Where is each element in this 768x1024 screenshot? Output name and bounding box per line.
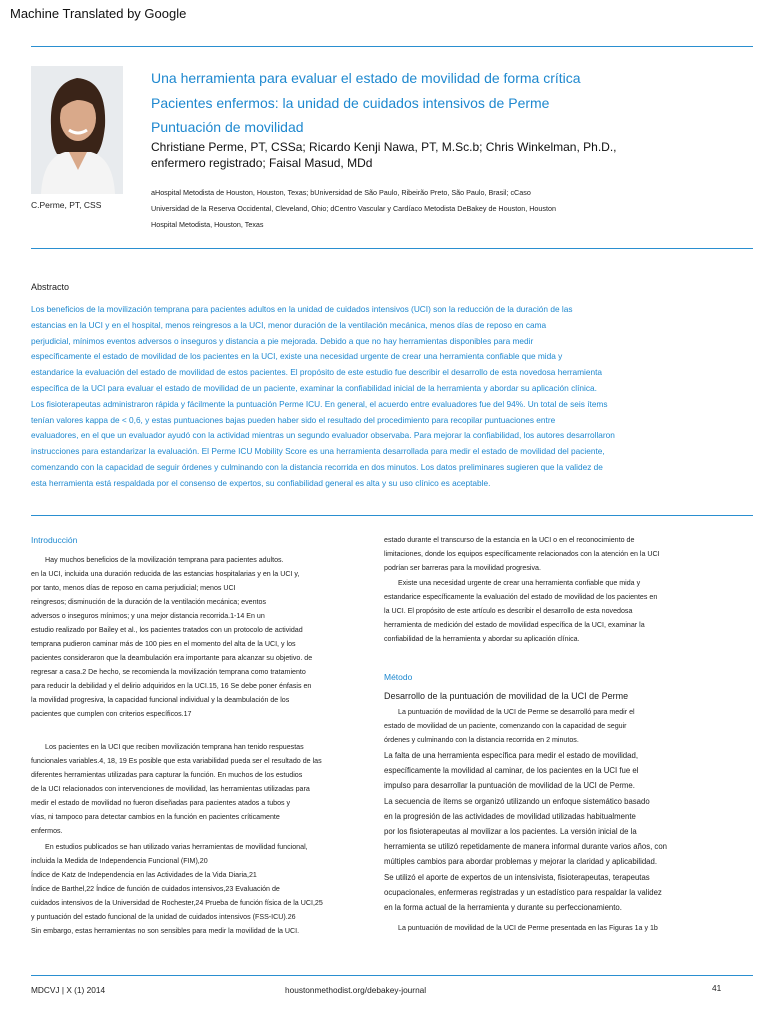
- text-line: la movilidad progresiva, la capacidad funcional individual y la deambulación de los: [31, 696, 290, 704]
- author-line: enfermero registrado; Faisal Masud, MDd: [151, 155, 373, 170]
- title-line: Pacientes enfermos: la unidad de cuidados intensivos de Perme: [151, 94, 550, 111]
- abstract-line: comenzando con la capacidad de seguir órdenes y culminando con la distancia recorrida en dos minutos. Los datos preliminares sugieren que la validez de: [31, 461, 603, 472]
- right-paragraph-2: [384, 576, 754, 646]
- text-line: Sin embargo, estas herramientas no son sensibles para medir la movilidad de la UCI.: [31, 927, 300, 935]
- text-line: incluida la Medida de Independencia Funcional (FIM),20: [31, 857, 208, 865]
- page-number: 41: [712, 983, 722, 993]
- text-line: estado durante el transcurso de la estancia en la UCI o en el reconocimiento de: [384, 536, 635, 544]
- right-paragraph-1: [384, 533, 754, 575]
- text-line: para reducir la debilidad y el delirio adquiridos en la UCI.15, 16 Se debe poner énfasis en: [31, 682, 312, 690]
- text-line: Índice de Katz de Independencia en las Actividades de la Vida Diaria,21: [31, 871, 257, 879]
- text-line: vías, ni tampoco para detectar cambios en la función en pacientes críticamente: [31, 813, 280, 821]
- text-line: La puntuación de movilidad de la UCI de Perme se desarrolló para medir el: [398, 708, 635, 716]
- intro-heading: Introducción: [31, 535, 78, 545]
- top-divider: [31, 46, 753, 47]
- text-line: adversos o inseguros mínimos; y una mejor distancia recorrida.1-14 En un: [31, 612, 265, 620]
- abstract-divider: [31, 515, 753, 516]
- text-line: temprana pudieron caminar más de 100 pies en el momento del alta de la UCI, y los: [31, 640, 296, 648]
- intro-paragraph-2: [31, 740, 371, 838]
- abstract-line: estancias en la UCI y en el hospital, menos reingresos a la UCI, menor duración de la ventilación mecánica, menos días de reposo en cama: [31, 319, 547, 330]
- text-line: reingresos; disminución de la duración de la ventilación mecánica; eventos: [31, 598, 267, 606]
- text-line: medir el estado de movilidad no fueron diseñadas para pacientes atados a tubos y: [31, 799, 291, 807]
- text-line: funcionales variables.4, 18, 19 Es posible que esta variabilidad pueda ser el resultado de las: [31, 757, 322, 765]
- text-line: estudio realizado por Bailey et al., los pacientes tratados con un protocolo de actividad: [31, 626, 303, 634]
- text-line: pacientes que cumplen con criterios específicos.17: [31, 710, 192, 718]
- text-line: la UCI. El propósito de este artículo es describir el desarrollo de esta novedosa: [384, 607, 633, 615]
- abstract-line: perjudicial, mínimos eventos adversos o inseguros y distancia a pie mejorada. Debido a que no hay herramientas disponibles para medir: [31, 335, 534, 346]
- author-list: [151, 140, 751, 171]
- text-line: enfermos.: [31, 827, 63, 835]
- text-line: en la UCI, incluida una duración reducida de las estancias hospitalarias y en la UCI y,: [31, 570, 300, 578]
- author-photo: [31, 66, 123, 194]
- author-line: Christiane Perme, PT, CSSa; Ricardo Kenji Nawa, PT, M.Sc.b; Chris Winkelman, Ph.D.,: [151, 140, 617, 154]
- text-line: de la UCI relacionados con intervenciones de movilidad, las herramientas utilizadas para: [31, 785, 310, 793]
- abstract-line: Los fisioterapeutas administraron rápida y fácilmente la puntuación Perme ICU. En general, el acuerdo entre evaluadores fue del 94%. Un total de seis ítems: [31, 398, 608, 409]
- text-line: pacientes consideraron que la deambulación era importante para alcanzar su objetivo. de: [31, 654, 313, 662]
- journal-url: houstonmethodist.org/debakey-journal: [285, 985, 427, 995]
- text-line: cuidados intensivos de la Universidad de Rochester,24 Prueba de función física de la UCI,25: [31, 899, 323, 907]
- text-line: estandarice específicamente la evaluación del estado de movilidad de los pacientes en: [384, 593, 658, 601]
- text-line: impulso para desarrollar la puntuación de movilidad de la UCI de Perme.: [384, 781, 635, 791]
- text-line: La falta de una herramienta específica para medir el estado de movilidad,: [384, 751, 638, 760]
- method-paragraph-1: [384, 705, 754, 747]
- method-paragraph-3: [384, 921, 754, 935]
- text-line: herramienta de medición del estado de movilidad específica de la UCI, examinar la: [384, 621, 645, 629]
- affiliations: [151, 185, 751, 233]
- article-title: [151, 66, 751, 140]
- abstract-body: [31, 302, 753, 492]
- text-line: múltiples cambios para abordar problemas y mejorar la claridad y aplicabilidad.: [384, 857, 658, 867]
- text-line: ocupacionales, enfermeras registradas y un estadístico para respaldar la validez: [384, 887, 662, 897]
- text-line: Se utilizó el aporte de expertos de un intensivista, fisioterapeutas, terapeutas: [384, 872, 650, 882]
- footer-divider: [31, 975, 753, 976]
- text-line: órdenes y culminando con la distancia recorrida en 2 minutos.: [384, 736, 579, 744]
- abstract-line: estandarice la evaluación del estado de movilidad de estos pacientes. El propósito de este estudio fue describir el desarrollo de esta novedosa herramienta: [31, 367, 602, 378]
- text-line: La secuencia de ítems se organizó utilizando un enfoque sistemático basado: [384, 796, 650, 806]
- title-line: Puntuación de movilidad: [151, 119, 304, 135]
- intro-paragraph-1: [31, 553, 371, 721]
- text-line: Índice de Barthel,22 Índice de función de cuidados intensivos,23 Evaluación de: [31, 885, 280, 893]
- text-line: Existe una necesidad urgente de crear una herramienta confiable que mida y: [398, 579, 641, 587]
- method-paragraph-2: [384, 748, 754, 915]
- machine-translated-label: Machine Translated by Google: [10, 6, 187, 21]
- text-line: por los fisioterapeutas al movilizar a los pacientes. La versión inicial de la: [384, 827, 637, 837]
- abstract-line: específicamente el estado de movilidad de los pacientes en la UCI, existe una necesidad urgente de crear una herramienta confiable que mida y: [31, 351, 563, 362]
- intro-paragraph-3: [31, 840, 371, 938]
- photo-caption: C.Perme, PT, CSS: [31, 200, 102, 210]
- text-line: en la progresión de las actividades de movilidad utilizadas habitualmente: [384, 811, 636, 821]
- affiliation-line: aHospital Metodista de Houston, Houston, Texas; bUniversidad de São Paulo, Ribeirão Preto, São Paulo, Brasil; cCaso: [151, 188, 531, 197]
- text-line: herramienta se utilizó repetidamente de manera informal durante varios años, con: [384, 842, 668, 852]
- text-line: La puntuación de movilidad de la UCI de Perme presentada en las Figuras 1a y 1b: [398, 924, 658, 932]
- text-line: estado de movilidad de un paciente, comenzando con la capacidad de seguir: [384, 722, 627, 730]
- text-line: regresar a casa.2 De hecho, se recomienda la movilización temprana como tratamiento: [31, 668, 306, 676]
- text-line: podrían ser barreras para la movilidad progresiva.: [384, 564, 541, 572]
- text-line: en la forma actual de la herramienta y durante su perfeccionamiento.: [384, 903, 622, 913]
- text-line: diferentes herramientas utilizadas para capturar la función. En muchos de los estudios: [31, 771, 303, 779]
- abstract-line: evaluadores, en el que un evaluador ayudó con la actividad mientras un segundo evaluador observaba. Para mejorar la confiabilidad, los autores desarrollaron: [31, 430, 615, 441]
- text-line: y puntuación del estado funcional de la unidad de cuidados intensivos (FSS-ICU).26: [31, 913, 296, 921]
- text-line: Los pacientes en la UCI que reciben movilización temprana han tenido respuestas: [45, 743, 304, 751]
- text-line: confiabilidad de la herramienta y abordar su aplicación clínica.: [384, 635, 580, 643]
- author-portrait-image: [31, 66, 123, 194]
- header-divider: [31, 248, 753, 249]
- text-line: específicamente la movilidad al caminar, de los pacientes en la UCI fue el: [384, 766, 639, 776]
- text-line: limitaciones, donde los equipos específicamente relacionados con la atención en la UCI: [384, 550, 660, 558]
- abstract-line: específica de la UCI para evaluar el estado de movilidad de un paciente, examinar la confiabilidad inicial de la herramienta y abordar su aplicación clínica.: [31, 382, 597, 393]
- method-heading: Método: [384, 672, 413, 682]
- abstract-line: tenían valores kappa de < 0,6, y estas puntuaciones bajas pueden haber sido el resultado del procedimiento para recopilar puntuaciones entre: [31, 414, 556, 425]
- journal-citation: MDCVJ | X (1) 2014: [31, 985, 106, 995]
- abstract-line: instrucciones para estandarizar la evaluación. El Perme ICU Mobility Score es una herramienta desarrollada para medir el estado de movilidad del paciente,: [31, 446, 605, 457]
- affiliation-line: Universidad de la Reserva Occidental, Cleveland, Ohio; dCentro Vascular y Cardíaco Metodista DeBakey de Houston, Houston: [151, 204, 556, 213]
- text-line: Hay muchos beneficios de la movilización temprana para pacientes adultos.: [45, 556, 284, 564]
- abstract-line: esta herramienta está respaldada por el consenso de expertos, su confiabilidad general es alta y su uso clínico es aceptable.: [31, 477, 491, 488]
- title-line: Una herramienta para evaluar el estado de movilidad de forma crítica: [151, 70, 581, 86]
- text-line: por tanto, menos días de reposo en cama perjudicial; menos UCI: [31, 584, 236, 592]
- method-subheading: Desarrollo de la puntuación de movilidad de la UCI de Perme: [384, 691, 629, 701]
- abstract-line: Los beneficios de la movilización temprana para pacientes adultos en la unidad de cuidados intensivos (UCI) son la reducción de la duración de las: [31, 304, 573, 314]
- affiliation-line: Hospital Metodista, Houston, Texas: [151, 220, 264, 229]
- abstract-heading: Abstracto: [31, 282, 70, 292]
- text-line: En estudios publicados se han utilizado varias herramientas de movilidad funcional,: [45, 843, 308, 851]
